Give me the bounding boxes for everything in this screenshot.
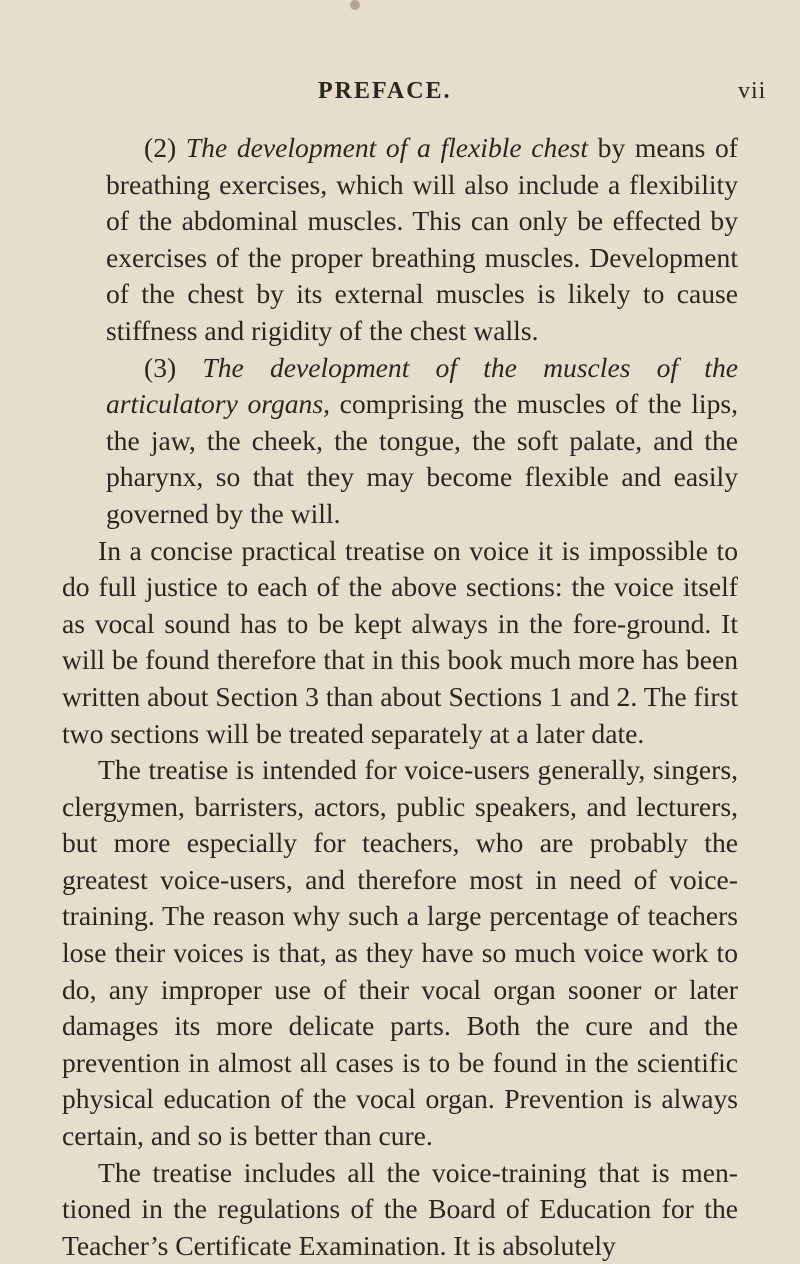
page-number: vii xyxy=(738,78,767,104)
body-text xyxy=(62,130,738,1264)
paragraph-1: In a concise practical treatise on voice it is impossible to do full justice to each of the above sections: the voice itself as vocal sound has to be kept always in the fore-ground. It will be found therefore that in this book much more has been written about Section 3 than about Sections 1 and 2. The first two sections will be treated separately at a later date. xyxy=(62,534,738,749)
list-item-3 xyxy=(62,350,738,533)
item-number: (3) xyxy=(144,351,177,383)
item-number: (2) xyxy=(144,132,177,163)
item-text: comprising the muscles of the lips, the jaw, the cheek, the tongue, the soft palate, and the pharynx, so that they may become flexible and easily governed by the will. xyxy=(106,388,739,529)
running-title: PREFACE. xyxy=(318,78,452,104)
item-text: by means of breathing exercises, which will also include a flexibility of the abdominal muscles. This can only be effected by exercises of the proper breathing muscles. Development of the chest by its external muscles is likely to cause stiffness and rigidity of the chest walls. xyxy=(106,132,738,346)
list-item-2 xyxy=(62,130,738,350)
paragraph-3: The treatise includes all the voice-training that is men-tioned in the regulations of the Board of Education for the Teacher’s Certificate Examination. It is absolutely xyxy=(62,1156,738,1261)
paragraph-2: The treatise is intended for voice-users generally, singers, clergymen, barristers, actors, public speakers, and lecturers, but more especially for teachers, who are probably the greatest voice-users, and therefore most in need of voice-training. The reason why such a large percentage of teachers lose their voices is that, as they have so much voice work to do, any improper use of their vocal organ sooner or later damages its more delicate parts. Both the cure and the prevention in almost all cases is to be found in the scientific physical education of the vocal organ. Prevention is always certain, and so is better than cure. xyxy=(62,754,738,1152)
item-heading: The development of the muscles of the articulatory organs, xyxy=(106,351,738,420)
item-heading: The development of a flexible chest xyxy=(185,132,588,163)
page-header xyxy=(0,72,800,112)
ink-spot xyxy=(350,0,360,10)
